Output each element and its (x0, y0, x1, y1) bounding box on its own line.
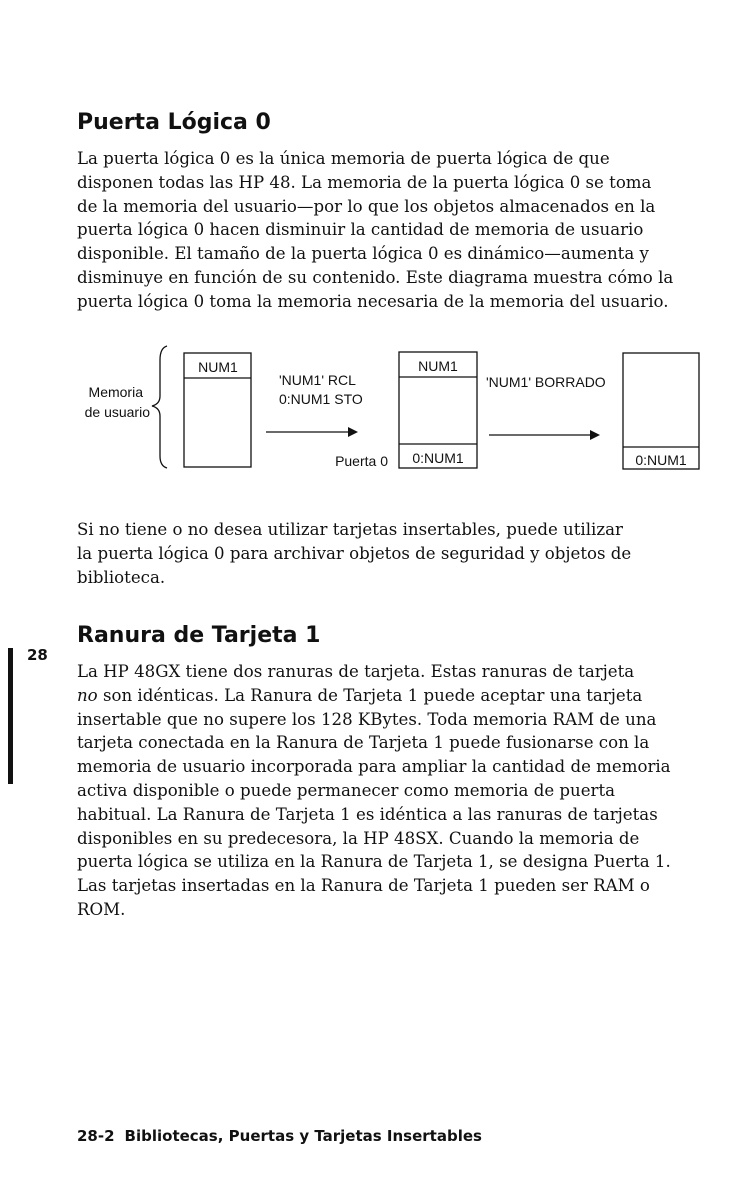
chapter-tab-number: 28 (27, 646, 48, 664)
text-line: Si no tiene o no desea utilizar tarjetas insertables, puede utilizar (77, 520, 623, 539)
memory-diagram (0, 0, 756, 520)
box2-bottom-label: 0:NUM1 (412, 450, 464, 466)
text-line: puerta lógica se utiliza en la Ranura de Tarjeta 1, se designa Puerta 1. (77, 852, 671, 872)
text-line: puerta lógica 0 hacen disminuir la cantidad de memoria de usuario (77, 220, 644, 240)
text-line: de la memoria del usuario—por lo que los objetos almacenados en la (77, 196, 656, 216)
text-line: ROM. (77, 899, 126, 919)
arrow-head-right-icon (348, 427, 358, 437)
text-line: disponen todas las HP 48. La memoria de la puerta lógica 0 se toma (77, 172, 652, 192)
text-line: insertable que no supere los 128 KBytes. Toda memoria RAM de una (77, 709, 657, 729)
memory-label-line2: de usuario (84, 404, 150, 420)
port-label: Puerta 0 (335, 453, 388, 469)
paragraph-card-slot (77, 660, 707, 922)
text-line: habitual. La Ranura de Tarjeta 1 es idéntica a las ranuras de tarjetas (77, 804, 658, 824)
memory-label-line1: Memoria (88, 384, 143, 400)
text-fragment: son idénticas. La Ranura de Tarjeta 1 puede aceptar una tarjeta (97, 685, 643, 705)
text-line (77, 684, 707, 708)
step2-label: 'NUM1' BORRADO (486, 374, 606, 390)
text-line: disminuye en función de su contenido. Este diagrama muestra cómo la (77, 267, 674, 287)
text-line: La puerta lógica 0 es la única memoria de puerta lógica de que (77, 149, 610, 168)
text-line: La HP 48GX tiene dos ranuras de tarjeta. Estas ranuras de tarjeta (77, 662, 635, 681)
text-line: activa disponible o puede permanecer como memoria de puerta (77, 780, 616, 800)
text-line: biblioteca. (77, 567, 166, 587)
text-line: la puerta lógica 0 para archivar objetos de seguridad y objetos de (77, 543, 632, 563)
chapter-tab-bar (8, 648, 13, 784)
box3-bottom-label: 0:NUM1 (635, 452, 687, 468)
text-line: disponibles en su predecesora, la HP 48SX. Cuando la memoria de (77, 828, 640, 848)
box2-top-label: NUM1 (418, 358, 458, 374)
step1-line1: 'NUM1' RCL (279, 372, 356, 388)
footer-title: Bibliotecas, Puertas y Tarjetas Insertables (124, 1127, 482, 1145)
section-title-puerta-logica-0: Puerta Lógica 0 (77, 110, 271, 135)
page-footer (77, 1127, 482, 1145)
text-line: Las tarjetas insertadas en la Ranura de Tarjeta 1 pueden ser RAM o (77, 876, 650, 896)
curly-brace (152, 346, 167, 468)
page-number: 28-2 (77, 1127, 115, 1145)
section-title-ranura-tarjeta-1: Ranura de Tarjeta 1 (77, 623, 321, 648)
emphasis-no: no (77, 685, 98, 705)
text-line: puerta lógica 0 toma la memoria necesaria de la memoria del usuario. (77, 291, 669, 311)
text-line: disponible. El tamaño de la puerta lógica 0 es dinámico—aumenta y (77, 244, 649, 264)
paragraph-backup (77, 518, 707, 589)
text-line: tarjeta conectada en la Ranura de Tarjeta 1 puede fusionarse con la (77, 733, 650, 753)
text-line: memoria de usuario incorporada para ampliar la cantidad de memoria (77, 757, 671, 777)
arrow-head-right-icon (590, 430, 600, 440)
box1-top-label: NUM1 (198, 359, 238, 375)
step1-line2: 0:NUM1 STO (279, 391, 363, 407)
